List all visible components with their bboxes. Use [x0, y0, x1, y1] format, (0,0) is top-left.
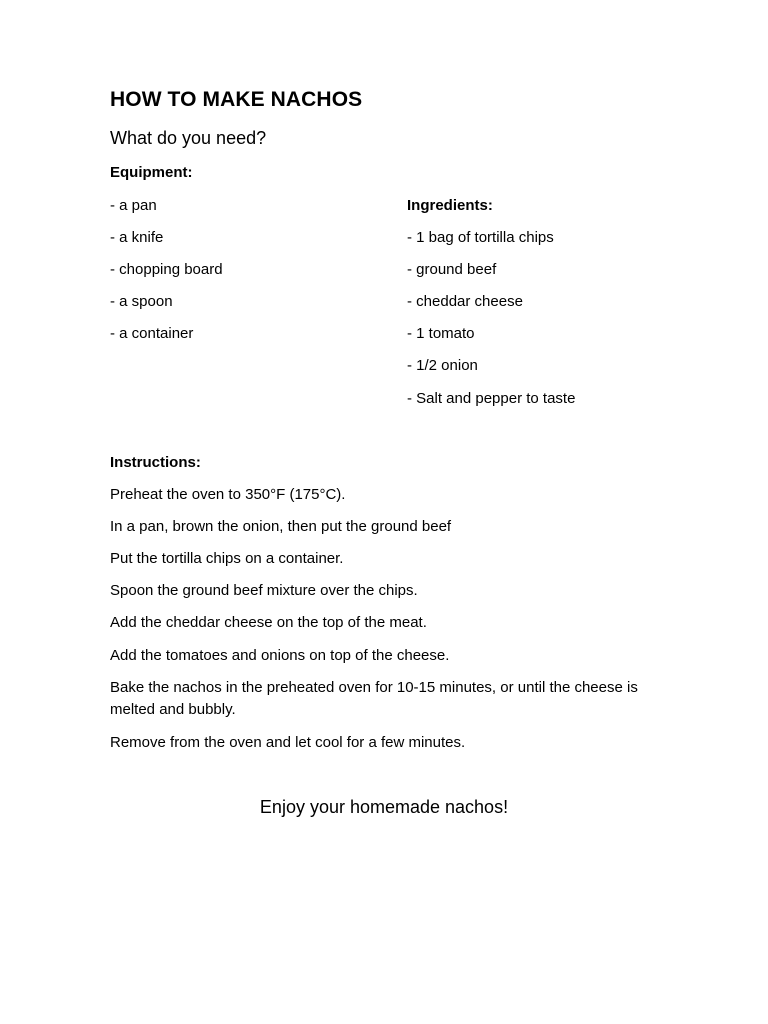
equipment-item: - a container — [110, 325, 194, 342]
ingredients-heading: Ingredients: — [407, 197, 493, 214]
ingredient-item: - Salt and pepper to taste — [407, 390, 576, 407]
instruction-step: In a pan, brown the onion, then put the ground beef — [110, 518, 452, 535]
equipment-item: - chopping board — [110, 261, 223, 278]
instruction-step: Spoon the ground beef mixture over the chips. — [110, 582, 418, 599]
instruction-step: Bake the nachos in the preheated oven for 10-15 minutes, or until the cheese is melted and bubbly. — [110, 679, 638, 718]
ingredient-item: - 1 bag of tortilla chips — [407, 229, 554, 246]
instruction-step: Add the cheddar cheese on the top of the meat. — [110, 614, 427, 631]
closing-message: Enjoy your homemade nachos! — [259, 797, 509, 817]
equipment-item: - a spoon — [110, 293, 173, 310]
subtitle: What do you need? — [110, 128, 267, 148]
instruction-step: Preheat the oven to 350°F (175°C). — [110, 486, 346, 503]
instruction-step: Add the tomatoes and onions on top of the cheese. — [110, 647, 450, 664]
instruction-step: Put the tortilla chips on a container. — [110, 550, 344, 567]
equipment-heading: Equipment: — [110, 164, 193, 181]
equipment-item: - a pan — [110, 197, 157, 214]
ingredient-item: - cheddar cheese — [407, 293, 523, 310]
ingredient-item: - 1 tomato — [407, 325, 475, 342]
equipment-item: - a knife — [110, 229, 164, 246]
instructions-heading: Instructions: — [110, 454, 201, 471]
ingredient-item: - ground beef — [407, 261, 497, 278]
ingredient-item: - 1/2 onion — [407, 357, 478, 374]
instruction-step: Remove from the oven and let cool for a few minutes. — [110, 734, 466, 751]
page-title: HOW TO MAKE NACHOS — [110, 88, 363, 111]
